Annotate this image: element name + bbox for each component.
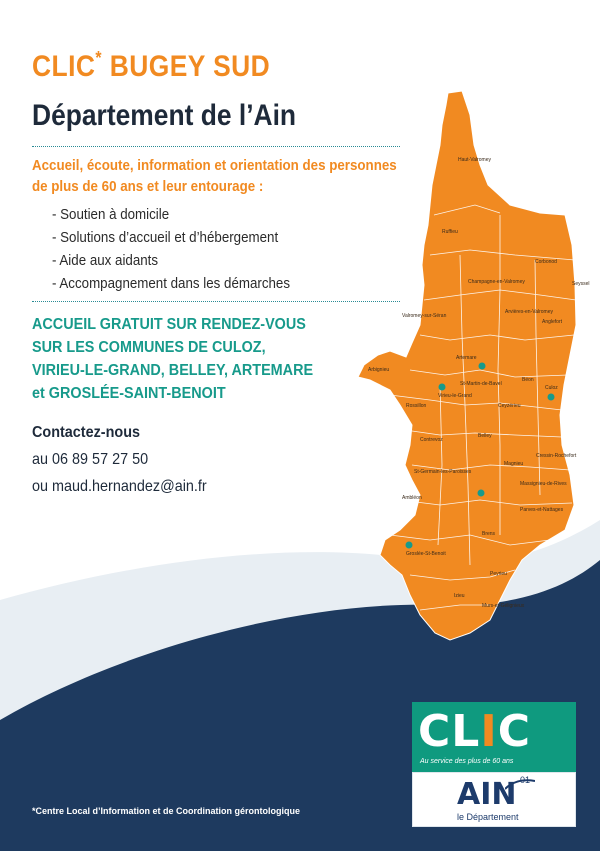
intro-text: Accueil, écoute, information et orientation des personnes de plus de 60 ans et leur entourage : <box>32 158 397 195</box>
map-label: St-Germain-les-Paroisses <box>414 469 472 475</box>
list-item: - Solutions d’accueil et d’hébergement <box>52 230 279 246</box>
callout-line: VIRIEU-LE-GRAND, BELLEY, ARTEMARE <box>32 362 314 379</box>
map-label: Belley <box>478 433 492 439</box>
clic-tagline: Au service des plus de 60 ans <box>420 758 514 765</box>
divider <box>32 146 400 147</box>
map-marker <box>478 490 485 497</box>
map-label: Murs-et-Gélignieux <box>482 603 525 609</box>
services-list <box>52 204 311 296</box>
map-label: Haut-Valromey <box>458 157 491 163</box>
clic-wordmark: CLIC <box>418 706 531 757</box>
callout-line: et GROSLÉE-SAINT-BENOIT <box>32 385 226 402</box>
map-label: Rossillon <box>406 403 427 409</box>
callout-line: ACCUEIL GRATUIT SUR RENDEZ-VOUS <box>32 316 306 333</box>
list-item: - Soutien à domicile <box>52 207 170 223</box>
callout-line: SUR LES COMMUNES DE CULOZ, <box>32 339 266 356</box>
map-label: Izieu <box>454 593 465 599</box>
map-label: Anglefort <box>542 319 563 325</box>
list-item: - Aide aux aidants <box>52 253 159 269</box>
map-marker <box>439 384 446 391</box>
map-marker <box>406 542 413 549</box>
swoosh-icon <box>505 779 535 791</box>
contact-phone[interactable]: au 06 89 57 27 50 <box>32 451 149 468</box>
map-marker <box>479 363 486 370</box>
map-outline <box>358 91 576 640</box>
map-label: Massignieu-de-Rives <box>520 481 567 487</box>
ain-wordmark: AIN <box>457 777 517 812</box>
map-label: Peyrieu <box>490 571 507 577</box>
map-label: Corbonod <box>535 259 557 265</box>
map-label: Seyssel <box>572 281 590 287</box>
map-label: Magnieu <box>504 461 524 467</box>
map-label: Champagne-en-Valromey <box>468 279 525 285</box>
page-title: CLIC* BUGEY SUD <box>32 48 271 83</box>
map-label: St-Martin-de-Bavel <box>460 381 502 387</box>
footnote: *Centre Local d’Information et de Coordination gérontologique <box>32 806 301 816</box>
map-label: Arbignieu <box>368 367 390 373</box>
contact-email[interactable]: ou maud.hernandez@ain.fr <box>32 478 207 495</box>
page-subtitle: Département de l’Ain <box>32 99 297 132</box>
map-label: Brens <box>482 531 496 537</box>
ain-subtitle: le Département <box>457 812 519 822</box>
map-label: Culoz <box>545 385 558 391</box>
map-label: Béon <box>522 377 534 383</box>
map-label: Parves-et-Nattages <box>520 507 564 513</box>
map-label: Arvières-en-Valromey <box>505 309 553 315</box>
map-label: Ruffieu <box>442 229 458 235</box>
appointment-callout <box>32 313 365 405</box>
map-label: Contrevoz <box>420 437 443 443</box>
map-label: Groslée-St-Benoit <box>406 551 446 557</box>
divider <box>32 301 400 302</box>
map-label: Ambléon <box>402 495 422 501</box>
map-label: Cressin-Rochefort <box>536 453 577 459</box>
territory-map <box>350 85 600 650</box>
map-label: Virieu-le-Grand <box>438 393 472 399</box>
contact-heading: Contactez-nous <box>32 424 140 441</box>
clic-logo <box>412 702 576 772</box>
list-item: - Accompagnement dans les démarches <box>52 276 291 292</box>
ain-number: 01 <box>520 775 531 785</box>
ain-department-logo <box>412 772 576 827</box>
map-label: Ceyzérieu <box>498 403 521 409</box>
map-label: Valromey-sur-Séran <box>402 313 447 319</box>
map-marker <box>548 394 555 401</box>
map-label: Artemare <box>456 355 477 361</box>
